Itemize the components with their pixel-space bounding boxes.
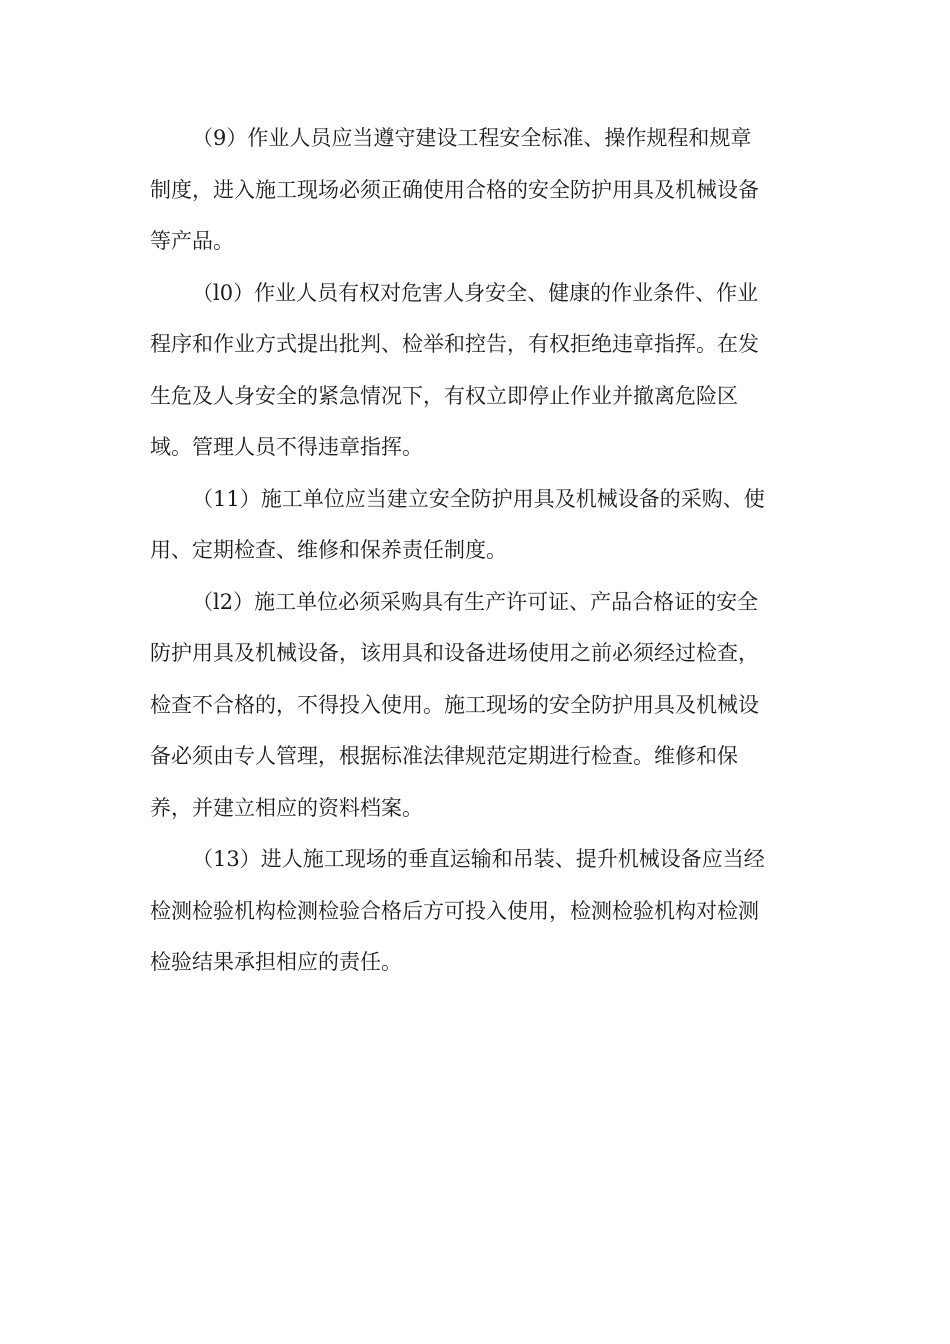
paragraph-line: 防护用具及机械设备，该用具和设备进场使用之前必须经过检查，	[150, 641, 759, 665]
paragraph-line: 等产品。	[150, 229, 234, 253]
paragraph-line: 养，并建立相应的资料档案。	[150, 795, 423, 820]
paragraph-line: （l2）施工单位必须采购具有生产许可证、产品合格证的安全	[192, 589, 759, 614]
paragraph-10	[150, 268, 800, 474]
paragraph-line: 生危及人身安全的紧急情况下，有权立即停止作业并撤离危险区	[150, 383, 738, 408]
paragraph-line: 检验结果承担相应的责任。	[150, 950, 402, 974]
paragraph-line: 程序和作业方式提出批判、检举和控告，有权拒绝违章指挥。在发	[150, 332, 759, 356]
paragraph-line: 检查不合格的，不得投入使用。施工现场的安全防护用具及机械设	[150, 692, 759, 717]
paragraph-11	[150, 474, 800, 577]
paragraph-line: （l0）作业人员有权对危害人身安全、健康的作业条件、作业	[192, 280, 759, 305]
paragraph-13	[150, 834, 800, 989]
document-body	[150, 113, 800, 989]
paragraph-line: 制度，进入施工现场必须正确使用合格的安全防护用具及机械设备	[150, 177, 759, 202]
paragraph-line: （13）进人施工现场的垂直运输和吊装、提升机械设备应当经	[192, 847, 765, 871]
paragraph-line: （11）施工单位应当建立安全防护用具及机械设备的采购、使	[192, 486, 765, 511]
paragraph-12	[150, 577, 800, 835]
paragraph-line: 用、定期检查、维修和保养责任制度。	[150, 538, 507, 562]
paragraph-line: 域。管理人员不得违章指挥。	[150, 435, 423, 459]
paragraph-line: 检测检验机构检测检验合格后方可投入使用，检测检验机构对检测	[150, 898, 759, 923]
paragraph-line: （9）作业人员应当遵守建设工程安全标准、操作规程和规章	[192, 126, 752, 150]
paragraph-line: 备必须由专人管理，根据标准法律规范定期进行检查。维修和保	[150, 744, 738, 768]
paragraph-9	[150, 113, 800, 268]
